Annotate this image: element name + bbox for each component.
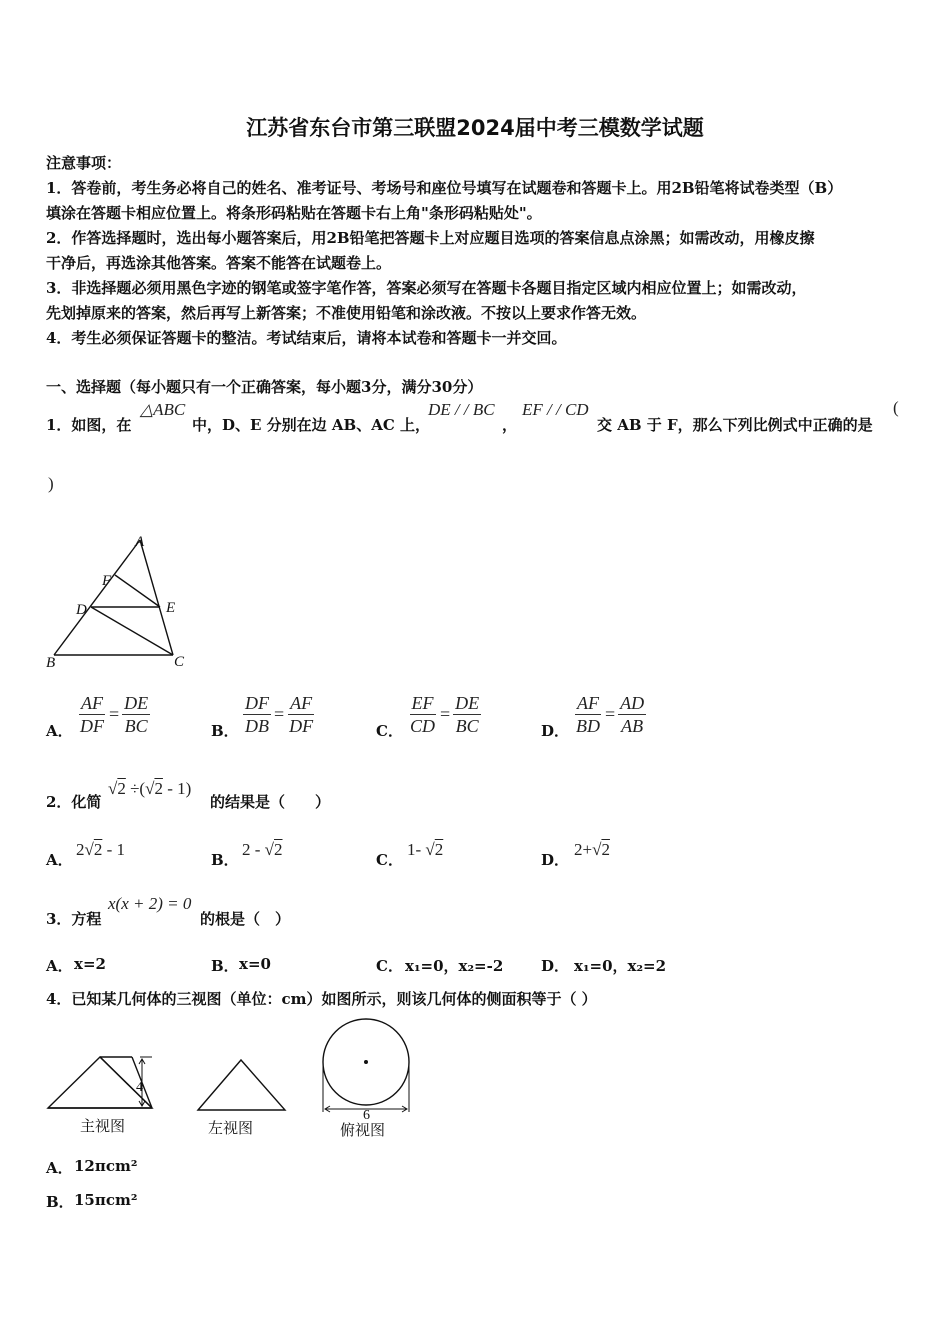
label-c: C bbox=[174, 654, 185, 670]
notice-line: 1．答卷前，考生务必将自己的姓名、准考证号、考场号和座位号填写在试题卷和答题卡上。用2B铅笔将试卷类型（B） bbox=[46, 179, 843, 197]
q1-option-c-label[interactable]: C． bbox=[376, 722, 403, 740]
width-label: 6 bbox=[363, 1108, 370, 1123]
q4-option-b-label[interactable]: B． bbox=[46, 1193, 74, 1211]
left-view-caption: 左视图 bbox=[208, 1121, 254, 1137]
q1-paren-open: ( bbox=[893, 398, 899, 417]
radicand: 2 bbox=[601, 840, 610, 859]
q4-option-a-text[interactable]: 12πcm² bbox=[74, 1157, 138, 1175]
q3-option-b-text[interactable]: x=0 bbox=[239, 955, 271, 973]
q1-mid2: 交 AB 于 F，那么下列比例式中正确的是 bbox=[597, 416, 873, 434]
q1-comma: ， bbox=[502, 416, 518, 434]
q1-paren-close: ) bbox=[48, 474, 54, 493]
label-a: A bbox=[135, 534, 145, 550]
label-d: D bbox=[76, 602, 87, 618]
notice-line: 3．非选择题必须用黑色字迹的钢笔或签字笔作答，答案必须写在答题卡各题目指定区域内相应位置上；如需改动， bbox=[46, 279, 807, 297]
q1-parallel-1: DE / / BC bbox=[428, 400, 495, 419]
q1-triangle-figure bbox=[40, 530, 200, 670]
denominator: DF bbox=[289, 716, 314, 736]
numerator: AF bbox=[81, 693, 103, 713]
q2-option-d-label[interactable]: D． bbox=[541, 851, 570, 869]
section-heading: 一、选择题（每小题只有一个正确答案，每小题3分，满分30分） bbox=[46, 378, 483, 396]
front-view-caption: 主视图 bbox=[80, 1119, 126, 1135]
notice-heading: 注意事项： bbox=[46, 154, 122, 172]
q1-triangle: △ABC bbox=[140, 400, 186, 419]
q2-option-b-math[interactable]: 2 - √2 bbox=[242, 840, 283, 859]
label-f: F bbox=[102, 573, 112, 589]
denominator: CD bbox=[410, 716, 436, 736]
left-view-triangle bbox=[198, 1060, 285, 1110]
q3-option-a-label[interactable]: A． bbox=[46, 957, 73, 975]
radicand: 2 bbox=[93, 840, 103, 859]
q1-option-a-math[interactable]: $\frac{AF}{DF}$ = $\frac{DE}{BC}$ bbox=[80, 693, 149, 736]
numerator: EF bbox=[411, 693, 434, 713]
pre: 1- bbox=[407, 840, 426, 859]
q4-three-views-figure bbox=[40, 1015, 430, 1145]
q1-mid1: 中，D、E 分别在边 AB、AC 上， bbox=[192, 416, 431, 434]
side-ab bbox=[54, 540, 140, 655]
top-view-caption: 俯视图 bbox=[340, 1123, 386, 1139]
label-b: B bbox=[46, 655, 56, 670]
q3-option-b-label[interactable]: B． bbox=[211, 957, 239, 975]
denominator: DB bbox=[245, 716, 269, 736]
q4-text: 4．已知某几何体的三视图（单位：cm）如图所示，则该几何体的侧面积等于（ ） bbox=[46, 990, 597, 1008]
notice-line: 先划掉原来的答案，然后再写上新答案；不准使用铅笔和涂改液。不按以上要求作答无效。 bbox=[46, 304, 647, 322]
center-dot bbox=[364, 1060, 368, 1064]
q1-option-b-label[interactable]: B． bbox=[211, 722, 239, 740]
page-title: 江苏省东台市第三联盟2024届中考三模数学试题 bbox=[246, 116, 704, 140]
pre: 2 - bbox=[242, 840, 265, 859]
segment-fe bbox=[115, 575, 160, 607]
q3-option-d-label[interactable]: D． bbox=[541, 957, 570, 975]
q2-option-d-math[interactable]: 2+√2 bbox=[574, 840, 610, 859]
denominator: AB bbox=[621, 716, 644, 736]
notice-line: 干净后，再选涂其他答案。答案不能答在试题卷上。 bbox=[46, 254, 392, 272]
notice-line: 4．考生必须保证答题卡的整洁。考试结束后，请将本试卷和答题卡一并交回。 bbox=[46, 329, 567, 347]
q2-option-a-math[interactable]: 2√2 - 1 bbox=[76, 840, 126, 859]
numerator: DE bbox=[124, 693, 149, 713]
q2-option-b-label[interactable]: B． bbox=[211, 851, 239, 869]
q3-prefix: 3．方程 bbox=[46, 910, 102, 928]
post: - 1 bbox=[102, 840, 126, 859]
q1-option-b-math[interactable]: $\frac{DF}{DB}$ = $\frac{AF}{DF}$ bbox=[245, 693, 314, 736]
q2-option-a-label[interactable]: A． bbox=[46, 851, 73, 869]
side-ac bbox=[140, 540, 176, 655]
q1-option-d-math[interactable]: $\frac{AF}{BD}$ = $\frac{AD}{AB}$ bbox=[576, 693, 645, 736]
numerator: DE bbox=[455, 693, 480, 713]
radicand: 2 bbox=[434, 840, 444, 859]
q1-prefix: 1．如图，在 bbox=[46, 416, 132, 434]
numerator: AF bbox=[577, 693, 599, 713]
pre: 2+ bbox=[574, 840, 593, 859]
numerator: DF bbox=[245, 693, 269, 713]
q2-option-c-math[interactable]: 1- √2 bbox=[407, 840, 444, 859]
label-e: E bbox=[166, 600, 176, 616]
q1-option-d-label[interactable]: D． bbox=[541, 722, 570, 740]
notice-line: 2．作答选择题时，选出每小题答案后，用2B铅笔把答题卡上对应题目选项的答案信息点涂黑；如需改动，用橡皮擦 bbox=[46, 229, 815, 247]
denominator: DF bbox=[80, 716, 104, 736]
q2-expression: √2 ÷(√2 - 1) bbox=[108, 779, 192, 798]
q1-option-a-label[interactable]: A． bbox=[46, 722, 73, 740]
q4-option-a-label[interactable]: A． bbox=[46, 1159, 73, 1177]
q3-option-d-text[interactable]: x₁=0，x₂=2 bbox=[574, 957, 667, 975]
notice-line: 填涂在答题卡相应位置上。将条形码粘贴在答题卡右上角"条形码粘贴处"。 bbox=[46, 204, 542, 222]
numerator: AF bbox=[290, 693, 313, 713]
q3-suffix: 的根是（ ） bbox=[200, 910, 291, 928]
radicand: 2 bbox=[117, 779, 126, 798]
minus-one: - 1) bbox=[162, 779, 192, 798]
q3-option-c-text[interactable]: x₁=0，x₂=-2 bbox=[405, 957, 504, 975]
height-label: 4 bbox=[136, 1080, 143, 1095]
q1-parallel-2: EF / / CD bbox=[522, 400, 589, 419]
q2-prefix: 2．化简 bbox=[46, 793, 102, 811]
denominator: BC bbox=[455, 716, 479, 736]
q1-option-c-math[interactable]: $\frac{EF}{CD}$ = $\frac{DE}{BC}$ bbox=[410, 693, 480, 736]
denominator: BD bbox=[576, 716, 600, 736]
q2-option-c-label[interactable]: C． bbox=[376, 851, 403, 869]
q3-option-c-label[interactable]: C． bbox=[376, 957, 403, 975]
radicand: 2 bbox=[154, 779, 163, 798]
divide-paren: ÷( bbox=[130, 779, 146, 798]
q4-option-b-text[interactable]: 15πcm² bbox=[74, 1191, 138, 1209]
q2-suffix: 的结果是（ ） bbox=[210, 793, 331, 811]
q3-equation: x(x + 2) = 0 bbox=[108, 894, 192, 913]
denominator: BC bbox=[124, 716, 148, 736]
q3-option-a-text[interactable]: x=2 bbox=[74, 955, 106, 973]
numerator: AD bbox=[620, 693, 645, 713]
pre: 2 bbox=[76, 840, 85, 859]
radicand: 2 bbox=[274, 840, 283, 859]
